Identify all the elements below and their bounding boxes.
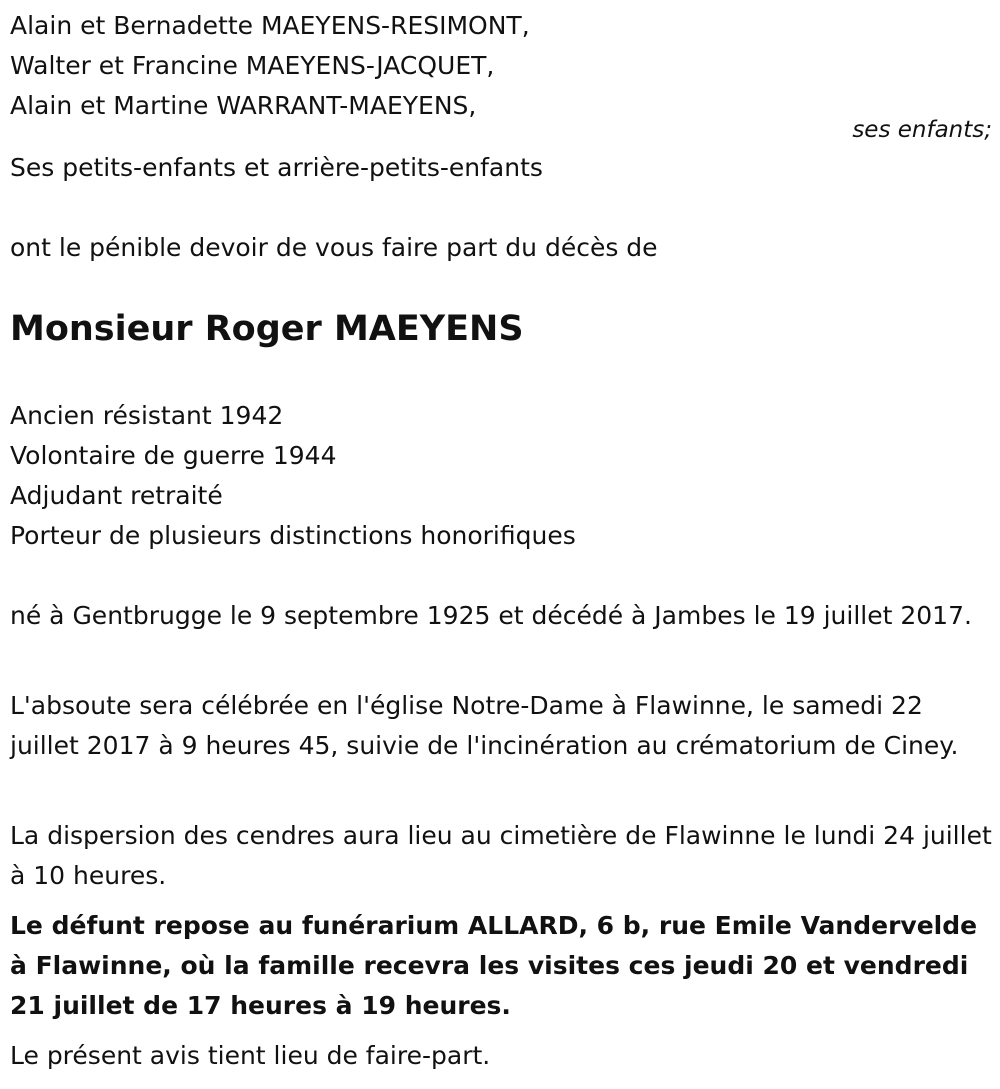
family-line-1: Alain et Bernadette MAEYENS-RESIMONT,	[10, 11, 530, 40]
death-announcement: ont le pénible devoir de vous faire part du décès de	[10, 233, 658, 262]
ashes-dispersion-paragraph: La dispersion des cendres aura lieu au cimetière de Flawinne le lundi 24 juillet à 10 heures.	[10, 821, 992, 890]
deceased-name: Monsieur Roger MAEYENS	[10, 309, 524, 349]
family-line-3: Alain et Martine WARRANT-MAEYENS,	[10, 91, 477, 120]
absolution-paragraph: L'absoute sera célébrée en l'église Notre-Dame à Flawinne, le samedi 22 juillet 2017 à 9 heures 45, suivie de l'incinération au crématorium de Ciney.	[10, 691, 959, 760]
title-line-1: Ancien résistant 1942	[10, 401, 284, 430]
title-line-2: Volontaire de guerre 1944	[10, 441, 337, 470]
titles-list	[10, 396, 576, 556]
visitation-paragraph: Le défunt repose au funérarium ALLARD, 6 b, rue Emile Vandervelde à Flawinne, où la famille recevra les visites ces jeudi 20 et vendredi 21 juillet de 17 heures à 19 heures.	[10, 911, 978, 1020]
children-role-label: ses enfants;	[852, 117, 992, 143]
title-line-4: Porteur de plusieurs distinctions honorifiques	[10, 521, 576, 550]
birth-death-paragraph: né à Gentbrugge le 9 septembre 1925 et décédé à Jambes le 19 juillet 2017.	[10, 601, 972, 630]
family-list	[10, 6, 530, 126]
notice-paragraph: Le présent avis tient lieu de faire-part.	[10, 1041, 491, 1070]
grandchildren-line: Ses petits-enfants et arrière-petits-enfants	[10, 153, 543, 182]
title-line-3: Adjudant retraité	[10, 481, 223, 510]
family-line-2: Walter et Francine MAEYENS-JACQUET,	[10, 51, 495, 80]
